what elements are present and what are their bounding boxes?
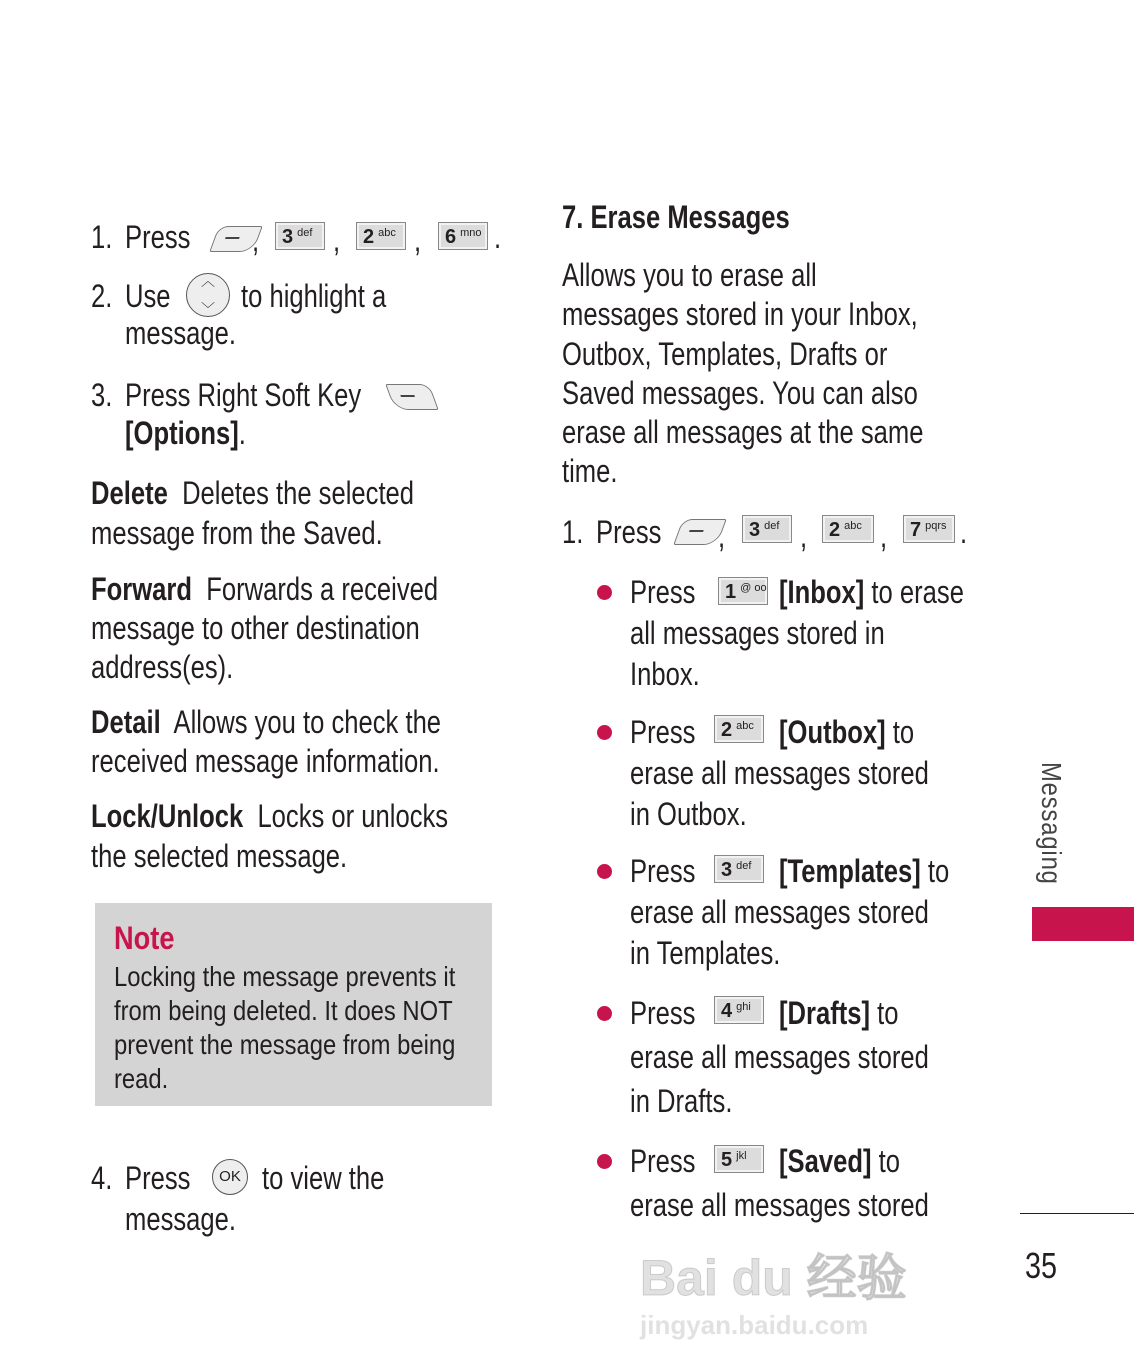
key-7-icon: 7 $^{pqrs}$ — [903, 515, 955, 543]
period: . — [494, 219, 502, 255]
step-number: 1. — [562, 514, 584, 550]
inbox-label: [Inbox] — [779, 574, 865, 610]
paragraph-line: Allows you to erase all — [562, 257, 817, 293]
step-text: Use — [125, 278, 171, 314]
key-2-icon: 2 $^{abc}$ — [356, 222, 406, 250]
bullet-text: erase all messages stored — [630, 1187, 929, 1223]
note-line: Locking the message prevents it — [114, 961, 456, 992]
key-3-icon: 3 $^{def}$ — [714, 855, 764, 883]
option-desc: Allows you to check the — [173, 704, 442, 740]
option-desc: the selected message. — [91, 838, 348, 874]
separator: , — [414, 222, 422, 258]
bullet-text: Press — [630, 1143, 696, 1179]
paragraph-line: erase all messages at the same — [562, 414, 924, 450]
saved-label: [Saved] — [779, 1143, 872, 1179]
key-1-icon: 1 $^{@ oo}$ — [718, 577, 768, 605]
option-term: Delete — [91, 475, 168, 511]
page-number: 35 — [1025, 1245, 1058, 1286]
note-box — [95, 903, 492, 1106]
watermark-logo: Bai du 经验 — [640, 1250, 907, 1306]
bullet-icon — [597, 1154, 612, 1169]
navigation-key-icon: ︿ ﹀ — [186, 273, 230, 317]
separator: , — [718, 518, 726, 554]
bullet-text: erase all messages stored — [630, 755, 929, 791]
period: . — [960, 514, 968, 550]
paragraph-line: Outbox, Templates, Drafts or — [562, 336, 888, 372]
right-soft-key-icon — [385, 384, 438, 410]
note-title: Note — [114, 920, 175, 956]
option-desc: Forwards a received — [206, 571, 439, 607]
bullet-text: Press — [630, 995, 696, 1031]
key-2-icon: 2 $^{abc}$ — [714, 715, 764, 743]
step-text: Press Right Soft Key — [125, 377, 362, 413]
separator: , — [333, 222, 341, 258]
bullet-text: Inbox. — [630, 656, 700, 692]
step-number: 3. — [91, 377, 113, 413]
outbox-label: [Outbox] — [779, 714, 886, 750]
separator: , — [800, 518, 808, 554]
bullet-text: in Drafts. — [630, 1083, 733, 1119]
bullet-text: to — [878, 1143, 900, 1179]
bullet-icon — [597, 1006, 612, 1021]
bullet-text: to — [877, 995, 899, 1031]
bullet-icon — [597, 725, 612, 740]
options-label: [Options] — [125, 415, 239, 451]
step-text: Press — [596, 514, 662, 550]
step-text: Press — [125, 1160, 191, 1196]
option-desc: message from the Saved. — [91, 515, 383, 551]
key-6-icon: 6 $^{mno}$ — [438, 222, 488, 250]
paragraph-line: messages stored in your Inbox, — [562, 296, 918, 332]
bullet-text: in Templates. — [630, 935, 781, 971]
paragraph-line: time. — [562, 453, 618, 489]
step-text: to highlight a — [241, 278, 387, 314]
option-desc: received message information. — [91, 743, 440, 779]
section-side-tab: Messaging — [1036, 762, 1067, 885]
note-line: prevent the message from being — [114, 1029, 456, 1060]
step-text: message. — [125, 315, 236, 351]
note-line: from being deleted. It does NOT — [114, 995, 453, 1026]
watermark-url: jingyan.baidu.com — [640, 1310, 869, 1340]
section-title: 7. Erase Messages — [562, 199, 790, 235]
key-5-icon: 5 $^{jkl}$ — [714, 1145, 764, 1173]
period: . — [238, 415, 246, 451]
paragraph-line: Saved messages. You can also — [562, 375, 918, 411]
bullet-text: Press — [630, 574, 696, 610]
option-desc: message to other destination — [91, 610, 420, 646]
option-desc: Deletes the selected — [182, 475, 415, 511]
step-number: 2. — [91, 278, 113, 314]
step-text: Press — [125, 219, 191, 255]
drafts-label: [Drafts] — [779, 995, 871, 1031]
option-term: Lock/Unlock — [91, 798, 244, 834]
bullet-text: Press — [630, 714, 696, 750]
bullet-text: erase all messages stored — [630, 894, 929, 930]
option-term: Detail — [91, 704, 161, 740]
ok-key-icon: OK — [212, 1159, 248, 1195]
bullet-text: in Outbox. — [630, 796, 747, 832]
key-2-icon: 2 $^{abc}$ — [822, 515, 874, 543]
bullet-icon — [597, 864, 612, 879]
option-desc: Locks or unlocks — [257, 798, 449, 834]
bullet-text: to — [892, 714, 915, 750]
key-3-icon: 3 $^{def}$ — [742, 515, 792, 543]
bullet-text: erase all messages stored — [630, 1039, 929, 1075]
footer-rule — [1020, 1213, 1134, 1214]
note-line: read. — [114, 1063, 169, 1094]
option-desc: address(es). — [91, 649, 234, 685]
bullet-text: to erase — [871, 574, 964, 610]
key-4-icon: 4 $^{ghi}$ — [714, 996, 764, 1024]
templates-label: [Templates] — [779, 853, 921, 889]
key-3-icon: 3 $^{def}$ — [275, 222, 325, 250]
section-tab-marker — [1032, 907, 1134, 941]
option-term: Forward — [91, 571, 192, 607]
step-number: 1. — [91, 219, 113, 255]
bullet-text: all messages stored in — [630, 615, 885, 651]
bullet-icon — [597, 585, 612, 600]
step-text: to view the — [262, 1160, 385, 1196]
bullet-text: Press — [630, 853, 696, 889]
step-number: 4. — [91, 1160, 113, 1196]
bullet-text: to — [927, 853, 950, 889]
separator: , — [880, 518, 888, 554]
separator: , — [252, 222, 260, 258]
step-text: message. — [125, 1201, 236, 1237]
